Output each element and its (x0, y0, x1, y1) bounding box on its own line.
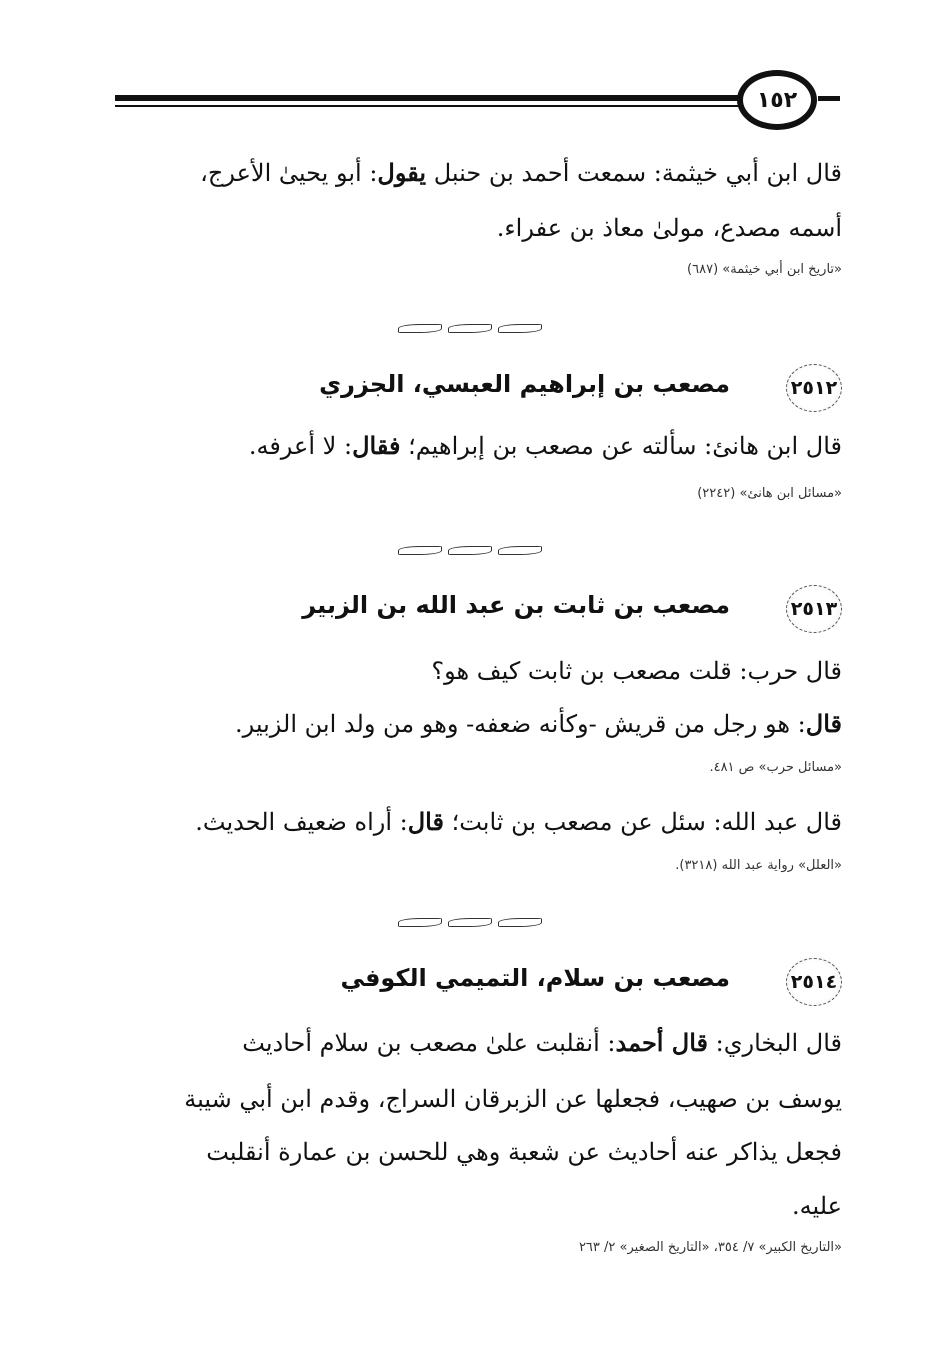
header-rule (115, 95, 740, 101)
entry-title: مصعب بن ثابت بن عبد الله بن الزبير (302, 591, 730, 619)
entry-citation: «التاريخ الكبير» ٧/ ٣٥٤، «التاريخ الصغير» ٢/ ٢٦٣ (578, 1240, 842, 1255)
header-rule-end (818, 96, 840, 101)
entry-citation: «العلل» رواية عبد الله (٣٢١٨). (675, 858, 842, 873)
entry-paragraph: يوسف بن صهيب، فجعلها عن الزبرقان السراج، وقدم ابن أبي شيبة (184, 1085, 842, 1113)
entry-title: مصعب بن سلام، التميمي الكوفي (340, 964, 730, 992)
header-rule-thin (115, 105, 740, 107)
entry-paragraph: قال ابن هانئ: سألته عن مصعب بن إبراهيم؛ فقال: لا أعرفه. (248, 431, 842, 460)
ornament-separator (395, 318, 555, 332)
ornament-separator (395, 912, 555, 926)
entry-title: مصعب بن إبراهيم العبسي، الجزري (319, 370, 730, 398)
intro-citation: «تاريخ ابن أبي خيثمة» (٦٨٧) (687, 262, 842, 277)
entry-number-badge: ٢٥١٢ (786, 364, 842, 412)
page-number: ١٥٢ (737, 70, 817, 130)
entry-paragraph: قال عبد الله: سئل عن مصعب بن ثابت؛ قال: أراه ضعيف الحديث. (195, 807, 842, 836)
ornament-separator (395, 540, 555, 554)
entry-heading (122, 364, 842, 414)
entry-paragraph: قال: هو رجل من قريش -وكأنه ضعفه- وهو من ولد ابن الزبير. (235, 709, 842, 738)
entry-citation: «مسائل حرب» ص ٤٨١. (709, 760, 842, 775)
entry-paragraph: فجعل يذاكر عنه أحاديث عن شعبة وهي للحسن بن عمارة أنقلبت (206, 1138, 842, 1166)
entry-heading (122, 958, 842, 1008)
entry-citation: «مسائل ابن هانئ» (٢٢٤٢) (697, 486, 842, 501)
entry-number-badge: ٢٥١٣ (786, 585, 842, 633)
intro-line-2: أسمه مصدع، مولىٰ معاذ بن عفراء. (496, 214, 842, 242)
entry-number-badge: ٢٥١٤ (786, 958, 842, 1006)
entry-paragraph: قال البخاري: قال أحمد: أنقلبت علىٰ مصعب بن سلام أحاديث (242, 1028, 842, 1057)
entry-paragraph: عليه. (791, 1192, 842, 1220)
entry-heading (122, 585, 842, 635)
entry-paragraph: قال حرب: قلت مصعب بن ثابت كيف هو؟ (431, 657, 842, 685)
intro-line-1: قال ابن أبي خيثمة: سمعت أحمد بن حنبل يقول: أبو يحيىٰ الأعرج، (200, 158, 842, 187)
